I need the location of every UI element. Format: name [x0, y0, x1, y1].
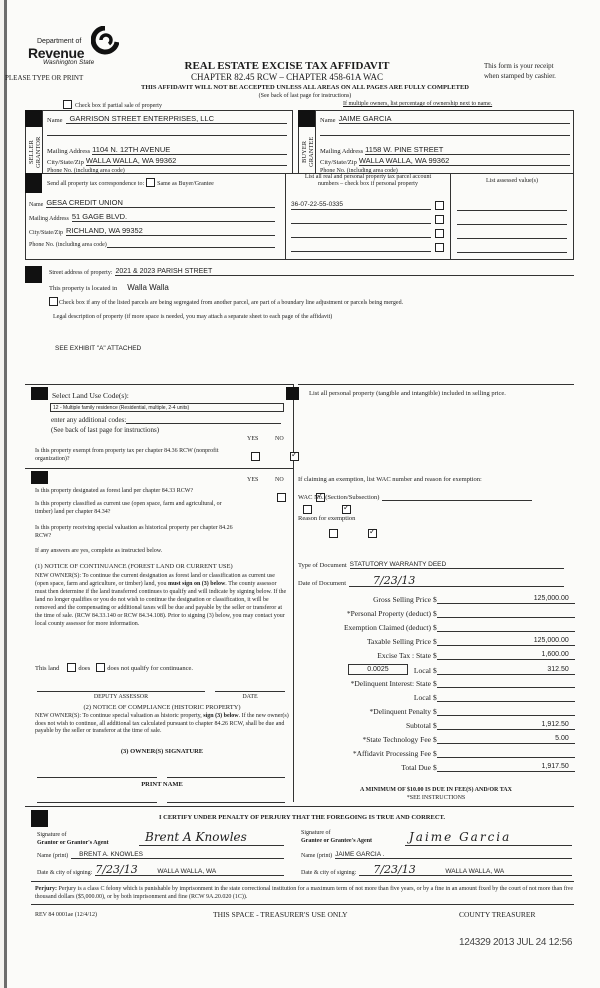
buyer-phone-label: Phone No. (including area code)	[320, 168, 398, 174]
seller-city-field[interactable]: WALLA WALLA, WA 99362	[86, 156, 287, 166]
section-marker	[25, 110, 42, 127]
section-marker	[31, 810, 48, 827]
notice-compliance-title: (2) NOTICE OF COMPLIANCE (HISTORIC PROPERTY)	[83, 704, 241, 711]
document-type-field[interactable]: STATUTORY WARRANTY DEED	[350, 561, 564, 569]
tax-row-excise-local: 0.0025 Local $ 312.50	[297, 664, 597, 675]
buyer-name-label: Name	[320, 117, 336, 124]
affidavit-page	[4, 0, 600, 988]
grantor-name-row	[37, 851, 284, 859]
current-use-yes-checkbox[interactable]	[303, 505, 312, 514]
located-row	[49, 283, 169, 292]
buyer-city-row	[320, 156, 570, 166]
grantor-name-field[interactable]: BRENT A. KNOWLES	[71, 851, 284, 859]
tax-row-state-technology-fee: *State Technology Fee $ 5.00	[297, 734, 597, 744]
forest-yes-checkbox[interactable]	[277, 493, 286, 502]
grantee-date-row	[301, 864, 572, 876]
assessed-value-field[interactable]	[457, 238, 567, 239]
tax-row-personal-property: *Personal Property (deduct) $	[297, 608, 597, 618]
current-use-no-checkbox[interactable]	[342, 505, 351, 514]
correspondence-header	[47, 178, 214, 187]
corr-address-row	[29, 212, 275, 222]
document-date-label: Date of Document	[298, 580, 347, 587]
cashier-stamp: 124329 2013 JUL 24 12:56	[459, 937, 573, 948]
parcel-number-field[interactable]	[291, 215, 431, 224]
dor-logo	[27, 26, 127, 68]
exemption-reason-label: Reason for exemption	[298, 515, 356, 522]
seller-address-label: Mailing Address	[47, 148, 91, 155]
land-use-see-back: (See back of last page for instructions)	[51, 426, 160, 434]
personal-property-checkbox[interactable]	[435, 243, 444, 252]
document-type-row	[298, 561, 564, 569]
buyer-address-field[interactable]: 1158 W. PINE STREET	[365, 145, 570, 155]
tax-row-delinquent-interest-local: Local $	[297, 692, 597, 702]
grantee-signature-label: Signature of Grantee or Grantee's Agent	[301, 830, 373, 844]
tax-row-gross-selling-price: Gross Selling Price $ 125,000.00	[297, 594, 597, 604]
perjury-notice: Perjury: Perjury is a class C felony which is punishable by imprisonment in the state correctional institution for a maximum term of not more than five years, or by a fine in an amount fixed by the court of not more than five thousand dollars ($5,000.00), or by both imprisonment and fine (RCW 9A.20.020 (1C)).	[35, 886, 574, 900]
grantor-date-label: Date & city of signing:	[37, 870, 93, 876]
personal-property-field[interactable]	[307, 412, 569, 462]
document-date-field[interactable]: 7/23/13	[349, 575, 564, 587]
segregated-row	[49, 297, 403, 306]
seller-name-label: Name	[47, 117, 63, 124]
notice-compliance-body: NEW OWNER(S): To continue special valuation as historic property, sign (3) below. If the new owner(s) does not wish to continue, all additional tax calculated pursuant to chapter 84.26 RCW, shall be due and payable by the seller or transferor at the time of sale.	[35, 713, 289, 734]
print-name-line[interactable]	[37, 802, 157, 803]
parcel-number-field[interactable]	[291, 243, 431, 252]
agency-line3: Washington State	[43, 59, 95, 66]
wac-label: WAC No. (Section/Subsection)	[298, 494, 380, 501]
land-use-label: Select Land Use Code(s):	[52, 391, 129, 400]
same-as-buyer-checkbox[interactable]	[146, 178, 155, 187]
grantor-city-field[interactable]: WALLA WALLA, WA	[147, 868, 284, 876]
notice-continuance-title: (1) NOTICE OF CONTINUANCE (FOREST LAND OR CURRENT USE)	[35, 563, 233, 570]
wac-row	[298, 494, 564, 501]
grantee-name-row	[301, 851, 572, 859]
corr-phone-label: Phone No. (including area code)	[29, 242, 107, 248]
assessed-value-field[interactable]	[457, 210, 567, 211]
exempt-yes-checkbox[interactable]	[251, 452, 260, 461]
located-value[interactable]: Walla Walla	[127, 283, 169, 292]
this-land-label: This land	[35, 665, 60, 672]
agency-line2: Revenue	[28, 45, 85, 61]
personal-property-checkbox[interactable]	[435, 215, 444, 224]
does-not-label: does not qualify for continuance.	[107, 665, 194, 672]
date-label: DATE	[242, 694, 258, 700]
does-label: does	[78, 665, 91, 672]
does-qualify-checkbox[interactable]	[67, 663, 76, 672]
parcel-header: List all real and personal property tax parcel account numbers – check box if personal property	[304, 174, 432, 187]
form-title: REAL ESTATE EXCISE TAX AFFIDAVIT	[184, 60, 390, 72]
tax-row-taxable-selling-price: Taxable Selling Price $ 125,000.00	[297, 636, 597, 646]
seller-address-row	[47, 145, 287, 155]
minimum-due-note: A MINIMUM OF $10.00 IS DUE IN FEE(S) AND/OR TAX	[360, 787, 512, 793]
tax-calculation-table	[297, 594, 577, 794]
tax-row-total-due: Total Due $ 1,917.50	[297, 762, 597, 772]
parcel-number-field[interactable]	[291, 229, 431, 238]
tax-row-subtotal: Subtotal $ 1,912.50	[297, 720, 597, 730]
section-marker	[286, 387, 299, 400]
corr-city-label: City/State/Zip	[29, 230, 63, 236]
grantor-date-row	[37, 864, 284, 876]
seller-side-label: SELLER GRANTOR	[28, 136, 42, 168]
local-rate-field[interactable]: 0.0025	[348, 664, 408, 675]
buyer-name-line2[interactable]	[320, 135, 570, 136]
yes-header-2: YES	[247, 477, 259, 483]
personal-property-checkbox[interactable]	[435, 201, 444, 210]
completion-warning: THIS AFFIDAVIT WILL NOT BE ACCEPTED UNLESS ALL AREAS ON ALL PAGES ARE FULLY COMPLETED	[141, 84, 469, 91]
does-not-qualify-checkbox[interactable]	[96, 663, 105, 672]
treasurer-use-label: THIS SPACE - TREASURER'S USE ONLY	[213, 910, 348, 919]
parcel-row	[291, 201, 444, 210]
corr-name-field[interactable]: GESA CREDIT UNION	[46, 198, 275, 208]
owner-signature-line[interactable]	[37, 777, 157, 778]
seller-city-row	[47, 156, 287, 166]
grantee-name-field[interactable]: JAIME GARCIA .	[335, 851, 572, 859]
corr-address-label: Mailing Address	[29, 216, 69, 222]
corr-phone-row	[29, 241, 275, 248]
historic-question: Is this property receiving special valuation as historical property per chapter 84.26 RCW?	[35, 525, 233, 539]
if-yes-note: If any answers are yes, complete as instructed below.	[35, 548, 163, 554]
tax-row-delinquent-interest-state: *Delinquent Interest: State $	[297, 678, 597, 688]
legal-description-value[interactable]: SEE EXHIBIT "A" ATTACHED	[55, 345, 142, 352]
additional-codes-field[interactable]	[126, 417, 281, 424]
street-address-field[interactable]: 2021 & 2023 PARISH STREET	[115, 268, 574, 276]
buyer-side-label: BUYER GRANTEE	[301, 136, 315, 168]
exempt-no-checkbox[interactable]	[290, 452, 299, 461]
buyer-address-label: Mailing Address	[320, 148, 364, 155]
tax-row-affidavit-processing-fee: *Affidavit Processing Fee $	[297, 748, 597, 758]
exemption-reason-field[interactable]	[298, 526, 568, 554]
document-date-row	[298, 575, 564, 587]
wac-field[interactable]	[382, 494, 532, 501]
located-label: This property is located in	[49, 285, 118, 292]
buyer-address-row	[320, 145, 570, 155]
partial-sale-label: Check box if partial sale of property	[75, 103, 162, 109]
deputy-assessor-signature-line[interactable]	[37, 691, 205, 692]
additional-codes-row	[51, 416, 281, 424]
multiple-owners-note: If multiple owners, list percentage of ownership next to name.	[343, 101, 493, 107]
seller-name-row	[47, 114, 287, 124]
exempt-question: Is this property exempt from property tax per chapter 84.36 RCW (nonprofit organization)?	[35, 448, 219, 462]
legal-description-label: Legal description of property (if more space is needed, you may attach a separate sheet to each page of the affidavit)	[53, 314, 333, 320]
grantee-date-label: Date & city of signing:	[301, 870, 357, 876]
seller-phone-label: Phone No. (including area code)	[47, 168, 125, 174]
yes-header: YES	[247, 436, 259, 442]
assessor-date-line[interactable]	[215, 691, 285, 692]
form-chapter: CHAPTER 82.45 RCW – CHAPTER 458-61A WAC	[191, 72, 383, 82]
see-back-note: (See back of last page for instructions)	[258, 93, 352, 99]
partial-sale-row	[63, 100, 162, 109]
land-use-select[interactable]: 12 - Multiple family residence (Residential, multiple, 2-4 units)	[50, 403, 284, 412]
corr-address-field[interactable]: 51 GAGE BLVD.	[72, 212, 275, 222]
grantor-date-field[interactable]: 7/23/13	[95, 864, 147, 876]
receipt-note-2: when stamped by cashier.	[484, 72, 556, 80]
corr-city-row	[29, 226, 275, 236]
grantor-signature-label: Signature of Grantor or Grantor's Agent	[37, 832, 109, 846]
buyer-name-row	[320, 114, 570, 124]
please-type: PLEASE TYPE OR PRINT	[5, 74, 84, 82]
tax-row-excise-state: Excise Tax : State $ 1,600.00	[297, 650, 597, 660]
seller-address-field[interactable]: 1104 N. 12TH AVENUE	[92, 145, 287, 155]
parcel-number-field[interactable]: 36-07-22-55-0335	[291, 201, 431, 210]
assessed-value-field[interactable]	[457, 252, 567, 253]
forest-land-question: Is this property designated as forest land per chapter 84.33 RCW?	[35, 488, 194, 494]
send-to-label: Send all property tax correspondence to:	[47, 181, 145, 187]
tax-row-delinquent-penalty: *Delinquent Penalty $	[297, 706, 597, 716]
see-instructions-note: *SEE INSTRUCTIONS	[406, 795, 466, 801]
section-marker	[298, 110, 315, 127]
personal-property-label: List all personal property (tangible and intangible) included in selling price.	[309, 390, 506, 397]
buyer-name-field[interactable]: JAIME GARCIA	[339, 114, 570, 124]
dor-logo-icon	[91, 26, 119, 56]
partial-sale-checkbox[interactable]	[63, 100, 72, 109]
no-header-2: NO	[275, 477, 284, 483]
assessed-header: List assessed value(s)	[486, 178, 538, 184]
buyer-city-field[interactable]: WALLA WALLA, WA 99362	[359, 156, 570, 166]
personal-property-checkbox[interactable]	[435, 229, 444, 238]
section-marker	[25, 266, 42, 283]
county-treasurer-label: COUNTY TREASURER	[459, 910, 536, 919]
grantor-name-label: Name (print)	[37, 853, 69, 859]
same-as-buyer-label: Same as Buyer/Grantee	[157, 181, 214, 187]
perjury-certification-title: I CERTIFY UNDER PENALTY OF PERJURY THAT THE FOREGOING IS TRUE AND CORRECT.	[158, 814, 445, 821]
corr-city-field[interactable]: RICHLAND, WA 99352	[66, 226, 275, 236]
section-marker	[31, 387, 48, 400]
continuance-row	[35, 663, 193, 672]
seller-city-label: City/State/Zip	[47, 159, 84, 166]
street-label: Street address of property:	[49, 270, 113, 276]
corr-name-label: Name	[29, 202, 44, 208]
seller-name-field[interactable]: GARRISON STREET ENTERPRISES, LLC	[66, 114, 287, 124]
street-address-row	[49, 268, 574, 276]
additional-codes-label: enter any additional codes:	[51, 416, 127, 424]
grantor-signature[interactable]: Brent A Knowles	[139, 830, 284, 846]
owner-signature-line[interactable]	[167, 777, 285, 778]
assessed-value-field[interactable]	[457, 224, 567, 225]
seller-name-line2[interactable]	[47, 135, 287, 136]
no-header: NO	[275, 436, 284, 442]
grantee-name-label: Name (print)	[301, 853, 333, 859]
form-id: REV 84 0001ae (12/4/12)	[35, 912, 98, 918]
document-type-label: Type of Document	[298, 562, 347, 569]
parcel-row	[291, 243, 444, 252]
current-use-question: Is this property classified as current use (open space, farm and agricultural, or timber) land per chapter 84.34?	[35, 501, 222, 515]
receipt-note-1: This form is your receipt	[484, 62, 554, 70]
grantee-signature[interactable]: Jaime Garcia	[405, 830, 572, 846]
buyer-city-label: City/State/Zip	[320, 159, 357, 166]
grantee-city-field[interactable]: WALLA WALLA, WA	[421, 868, 572, 876]
deputy-assessor-label: DEPUTY ASSESSOR	[93, 694, 149, 700]
print-name-label: PRINT NAME	[141, 781, 183, 788]
segregated-checkbox[interactable]	[49, 297, 58, 306]
print-name-line[interactable]	[167, 802, 285, 803]
corr-name-row	[29, 198, 275, 208]
owner-signature-title: (3) OWNER(S) SIGNATURE	[120, 748, 204, 755]
section-marker	[31, 471, 48, 484]
exemption-label: If claiming an exemption, list WAC number and reason for exemption:	[298, 476, 482, 483]
tax-row-exemption-claimed: Exemption Claimed (deduct) $	[297, 622, 597, 632]
agency-line1: Department of	[37, 38, 82, 45]
section-marker	[25, 173, 42, 193]
parcel-row	[291, 229, 444, 238]
notice-continuance-body: NEW OWNER(S): To continue the current designation as forest land or classification as current use (open space, farm and agriculture, or timber) land, you must sign on (3) below. The county assessor must then determine if the land transferred continues to qualify and will indicate by signing below. If the land no longer qualifies or you do not wish to continue the designation or classification, it will be removed and the compensating or additional taxes will be due and payable by the seller or transferor at the time of sale. (RCW 84.33.140 or RCW 84.34.108). Prior to signing (3) below, you may contact your local county assessor for more information.	[35, 573, 287, 627]
grantee-date-field[interactable]: 7/23/13	[359, 864, 421, 876]
parcel-row	[291, 215, 444, 224]
corr-phone-field[interactable]	[107, 241, 275, 248]
segregated-label: Check box if any of the listed parcels are being segregated from another parcel, are part of a boundary line adjustment or parcels being merged.	[59, 300, 404, 306]
